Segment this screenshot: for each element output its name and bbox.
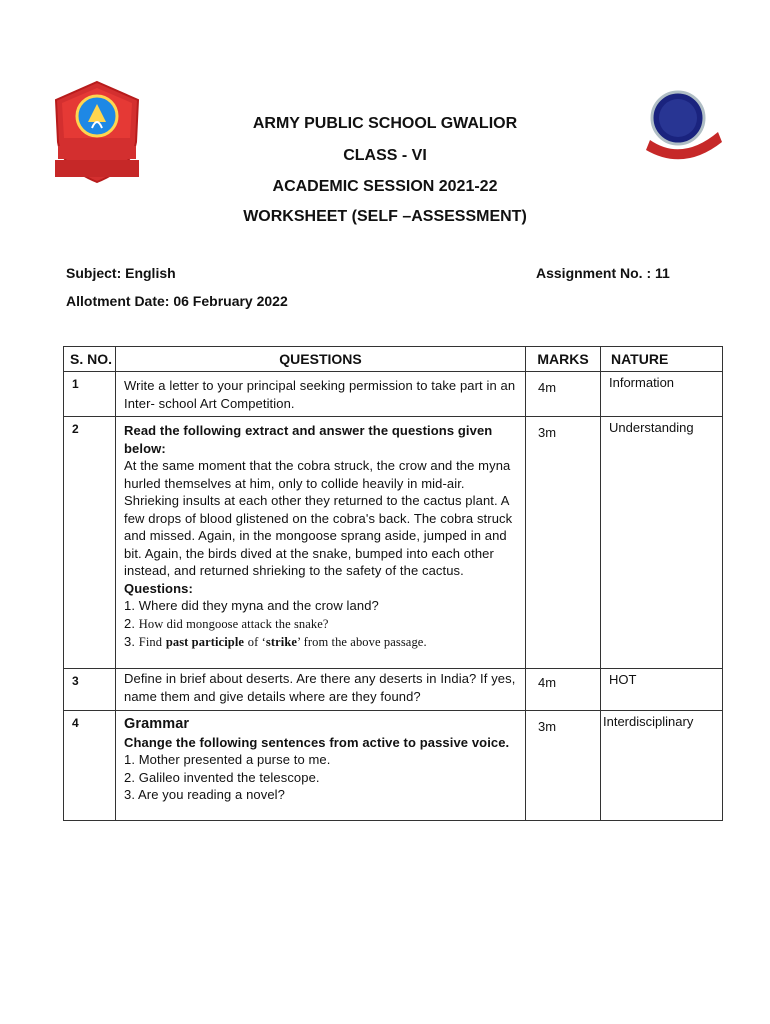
sub-question-3-part-d: strike [265, 635, 298, 649]
marks-cell: 4m [526, 372, 601, 417]
question-text: Define in brief about deserts. Are there any deserts in India? If yes, name them and give details where are they found? [116, 669, 526, 711]
sub-question-2-text: How did mongoose attack the snake? [138, 616, 329, 631]
allotment-date: Allotment Date: 06 February 2022 [66, 293, 288, 309]
sub-question-3-part-c: of ‘ [247, 635, 266, 649]
grammar-sentence-3: 3. Are you reading a novel? [124, 787, 285, 802]
header-questions: QUESTIONS [116, 347, 526, 372]
extract-instruction: Read the following extract and answer the questions given below: [124, 423, 493, 456]
subject-label: Subject: English [66, 265, 176, 281]
question-cell [116, 417, 526, 669]
header-nature: NATURE [601, 347, 723, 372]
school-name-heading: ARMY PUBLIC SCHOOL GWALIOR [252, 115, 518, 132]
grammar-sentence-1: 1. Mother presented a purse to me. [124, 752, 331, 767]
grammar-sentence-2: 2. Galileo invented the telescope. [124, 769, 320, 785]
nature-cell: Information [601, 372, 723, 417]
grammar-instruction: Change the following sentences from active to passive voice. [124, 734, 510, 750]
nature-cell: Interdisciplinary [601, 711, 723, 821]
table-row [64, 417, 723, 669]
row-sno: 4 [64, 711, 116, 821]
question-text: Write a letter to your principal seeking permission to take part in an Inter- school Art Competition. [116, 372, 526, 417]
class-heading: CLASS - VI [343, 147, 427, 164]
header-marks: MARKS [526, 347, 601, 372]
nature-cell: HOT [601, 669, 723, 711]
table-row [64, 669, 723, 711]
table-header-row [64, 347, 723, 372]
sub-question-3-part-b: past participle [165, 635, 245, 649]
row-sno: 3 [64, 669, 116, 711]
worksheet-table [63, 346, 723, 821]
questions-label: Questions: [124, 580, 193, 596]
question-cell [116, 711, 526, 821]
marks-cell: 3m [526, 711, 601, 821]
row-sno: 1 [64, 372, 116, 417]
table-row [64, 711, 723, 821]
nature-cell: Understanding [601, 417, 723, 669]
marks-cell: 3m [526, 417, 601, 669]
sub-question-2 [124, 615, 519, 634]
extract-passage: At the same moment that the cobra struck, the crow and the myna hurled themselves at him, only to collide heavily in mid-air. Shrieking insults at each other they returned to the cactus plant. A few drops of blood glistened on the cobra's back. The cobra struck and missed. Again, in the mongoose sprang aside, jumped in and bit. Again, the birds dived at the snake, bumped into each other instead, and returned shrieking to the safety of the cactus. [124, 458, 513, 578]
worksheet-heading: WORKSHEET (SELF –ASSESSMENT) [243, 208, 527, 225]
sub-question-3-part-a: Find [138, 635, 163, 649]
sub-question-3-number: 3. [124, 634, 136, 649]
table-row [64, 372, 723, 417]
marks-cell: 4m [526, 669, 601, 711]
grammar-heading: Grammar [124, 716, 190, 732]
sub-question-3-part-e: ’ from the above passage. [297, 635, 427, 649]
header-sno: S. NO. [64, 347, 116, 372]
assignment-number: Assignment No. : 11 [536, 265, 670, 281]
row-sno: 2 [64, 417, 116, 669]
sub-question-2-number: 2. [124, 615, 136, 631]
sub-question-1: 1. Where did they myna and the crow land? [124, 598, 379, 613]
sub-question-3 [124, 633, 519, 652]
session-heading: ACADEMIC SESSION 2021-22 [272, 178, 498, 195]
